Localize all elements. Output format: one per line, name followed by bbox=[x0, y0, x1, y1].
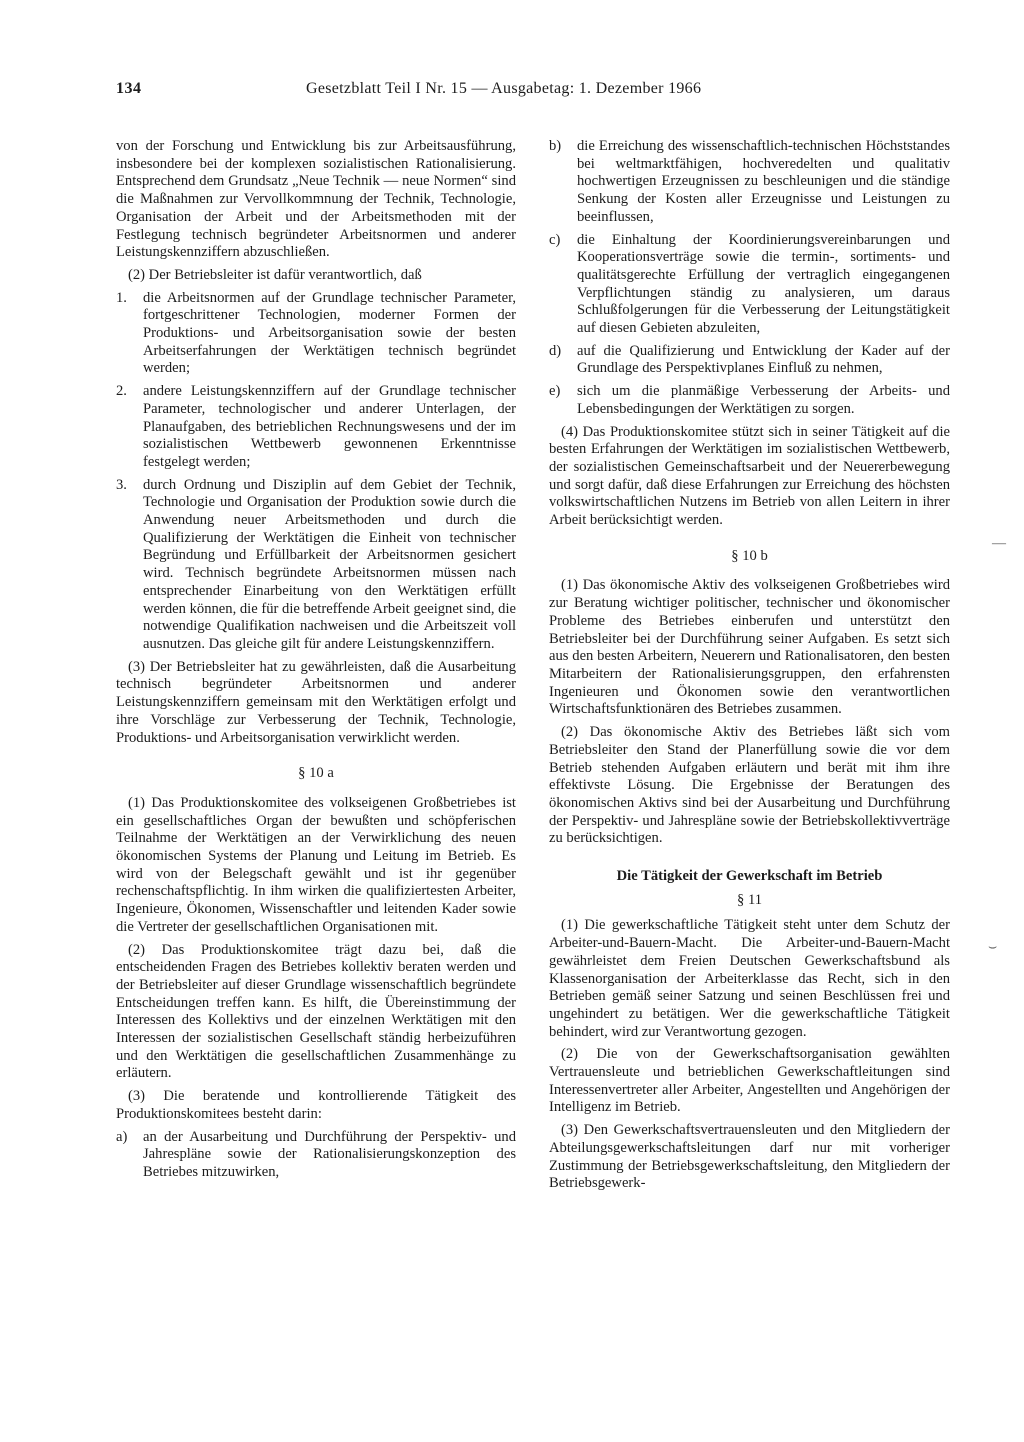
list-item-label: 3. bbox=[116, 476, 127, 493]
paragraph-2: (2) Der Betriebsleiter ist dafür verantwortlich, daß bbox=[128, 266, 422, 283]
paragraph-11-1: (1) Die gewerkschaftliche Tätigkeit steht unter dem Schutz der Arbeiter-und-Bauern-Macht. Die Arbeiter-und-Bauern-Macht gewährleistet dem Freien Deutschen Gewerkschaftsbund als Klassenorganisation der Arbeiterklasse das Recht, sich in den Betrieben gemäß seiner Satzung und seinen Beschlüssen frei und ungehindert zu betätigen. Wer die gewerkschaftliche Tätigkeit behindert, wird zur Verantwortung gezogen. bbox=[549, 917, 950, 1040]
chapter-heading: Die Tätigkeit der Gewerkschaft im Betrieb bbox=[616, 868, 883, 885]
list-item-text: die Arbeitsnormen auf der Grundlage technischer Parameter, fortgeschrittener Technologien, moderner Formen der Produktions- und Arbeitsorganisation sowie der besten Arbeitserfahrungen der Werktätigen technisch begründet werden; bbox=[143, 289, 516, 377]
paragraph-11-2: (2) Die von der Gewerkschaftsorganisation gewählten Vertrauensleute und betrieblichen Gewerkschaftleitungen sind Interessenvertreter aller Arbeiter, Angestellten und Angehörigen der Intelligenz im Betrieb. bbox=[549, 1046, 950, 1116]
list-item-text: die Erreichung des wissenschaftlich-technischen Höchststandes bei weltmarktfähigen, hochveredelten und qualitativ hochwertigen Erzeugnissen zu beschleunigen und die ständige Senkung der Kosten aller Erzeugnisse und Leistungen zu beeinflussen, bbox=[577, 138, 950, 225]
section-heading-10a: § 10 a bbox=[298, 765, 334, 782]
paragraph-10a-2: (2) Das Produktionskomitee trägt dazu bei, daß die entscheidenden Fragen des Betriebes kollektiv beraten werden und der Betriebsleiter auf dieser Grundlage wissenschaftlich begründete Entscheidungen treffen kann. Es hilft, die Übereinstimmung der Interessen des Kollektivs und der einzelnen Werktätigen mit den Interessen der sozialistischen Gesellschaft ständig herbeizuführen und den Werktätigen die gesellschaftlichen Zusammenhänge zu erläutern. bbox=[116, 941, 516, 1082]
page-number: 134 bbox=[116, 80, 142, 97]
list-item-label: c) bbox=[549, 231, 561, 248]
paragraph-intro: von der Forschung und Entwicklung bis zur Arbeitsausführung, insbesondere bei der komplexen sozialistischen Rationalisierung. Entsprechend dem Grundsatz „Neue Technik — neue Normen“ sind die Maßnahmen zur Vervollkommnung der Technik, Technologie, Organisation der Arbeit und der Arbeitsmethoden mit der Festlegung technisch begründeter Arbeitsnormen und anderer Leistungskennziffern abzuschließen. bbox=[116, 138, 516, 261]
margin-mark: — bbox=[992, 536, 1006, 551]
paragraph-10b-2: (2) Das ökonomische Aktiv des Betriebes läßt sich vom Betriebsleiter den Stand der Planerfüllung sowie die vor dem Betrieb stehenden Aufgaben erläutern und berät mit ihm ihre effektivste Lösung. Die Ergebnisse der Beratungen des ökonomischen Aktivs sind bei der Ausarbeitung und Durchführung der Perspektiv- und Jahrespläne sowie der Betriebskollektivverträge zu berücksichtigen. bbox=[549, 724, 950, 847]
list-item-text: sich um die planmäßige Verbesserung der Arbeits- und Lebensbedingungen der Werktätigen zu sorgen. bbox=[577, 383, 950, 417]
list-item-label: b) bbox=[549, 138, 562, 154]
paragraph-3: (3) Der Betriebsleiter hat zu gewährleisten, daß die Ausarbeitung technisch begründeter Arbeitsnormen und anderer Leistungskennziffern gemeinsam mit den Werktätigen erfolgt und ihre Vorschläge zur Verbesserung der Technik, Technologie, Produktions- und Arbeitsorganisation verwirklicht werden. bbox=[116, 658, 516, 746]
left-column bbox=[116, 138, 516, 1182]
list-item-label: a) bbox=[116, 1128, 128, 1145]
paragraph-10b-1: (1) Das ökonomische Aktiv des volkseigenen Großbetriebes wird zur Beratung wichtiger politischer, technischer und ökonomischer Probleme des Betriebes einberufen und unterstützt den Betriebsleiter bei der Durchführung seiner Aufgaben. Es setzt sich aus den besten Arbeitern, Neuerern und Rationalisatoren, den besten Mitarbeitern der Rationalisierungsgruppen, den erfahrensten Ingenieuren und Ökonomen sowie den verantwortlichen Wirtschaftsfunktionären des Betriebes zusammen. bbox=[549, 577, 950, 718]
list-item-text: die Einhaltung der Koordinierungsvereinbarungen und Kooperationsverträge sowie die termin-, sortiments- und qualitätsgerechte Erfüllung der vertraglich eingegangenen Verpflichtungen ständig zu analysieren, um daraus Schlußfolgerungen für die Verbesserung der Leitungstätigkeit auf diesen Gebieten abzuleiten, bbox=[577, 231, 950, 337]
right-column bbox=[549, 138, 950, 1193]
paragraph-10a-3: (3) Die beratende und kontrollierende Tätigkeit des Produktionskomitees besteht darin: bbox=[116, 1088, 516, 1122]
section-heading-10b: § 10 b bbox=[731, 547, 768, 564]
list-item-text: an der Ausarbeitung und Durchführung der Perspektiv- und Jahrespläne sowie der Rationalisierungskonzeption des Betriebes mitzuwirken, bbox=[143, 1128, 516, 1180]
margin-mark: ⌣ bbox=[988, 940, 998, 955]
paragraph-11-3: (3) Den Gewerkschaftsvertrauensleuten und den Mitgliedern der Abteilungsgewerkschaftsleitungen darf nur mit vorheriger Zustimmung der Betriebsgewerkschaftsleitung, den Mitgliedern der Betriebsgewerk- bbox=[549, 1122, 950, 1192]
list-item-a bbox=[116, 1129, 516, 1182]
list-item-b bbox=[549, 138, 950, 227]
paragraph-10a-1: (1) Das Produktionskomitee des volkseigenen Großbetriebes ist ein gesellschaftliches Organ der bewußten und schöpferischen Teilnahme der Werktätigen an der Verwirklichung des neuen ökonomischen Systems der Planung und Leitung im Betrieb. Es wird von der Belegschaft gewählt und ist ihr gegenüber rechenschaftspflichtig. In ihm wirken die qualifiziertesten Arbeiter, Ingenieure, Ökonomen, Wissenschaftler und leitenden Kader sowie die Vertreter der gesellschaftlichen Organisationen mit. bbox=[116, 794, 516, 935]
section-heading-11: § 11 bbox=[737, 891, 762, 908]
list-item-text: auf die Qualifizierung und Entwicklung der Kader auf der Grundlage des Perspektivplanes Einfluß zu nehmen, bbox=[577, 342, 950, 377]
list-item-d bbox=[549, 343, 950, 378]
list-item-text: durch Ordnung und Disziplin auf dem Gebiet der Technik, Technologie und Organisation der Produktion sowie durch die Anwendung neuer Arbeitsmethoden und durch die Qualifizierung der Werktätigen die Einheit von technischer Begründung und Erfüllbarkeit der Arbeitsnormen gesichert wird. Technisch begründete Arbeitsnormen müssen nach entsprechender Einarbeitung von den Werktätigen erfüllt werden können, die für die betreffende Arbeit geeignet sind, die notwendige Qualifikation nachweisen und die Arbeitszeit voll ausnutzen. Das gleiche gilt für andere Leistungskennziffern. bbox=[143, 476, 516, 652]
list-item-e bbox=[549, 383, 950, 418]
list-item-3 bbox=[116, 477, 516, 654]
list-item-label: d) bbox=[549, 342, 562, 359]
list-item-1 bbox=[116, 290, 516, 379]
list-item-label: 1. bbox=[116, 289, 127, 306]
list-item-label: e) bbox=[549, 383, 561, 400]
list-item-text: andere Leistungskennziffern auf der Grundlage technischer Parameter, technologischer und anderer Unterlagen, der Planaufgaben, des betrieblichen Rechnungswesens und der im sozialistischen Wettbewerb gewonnenen Erkenntnisse festgelegt werden; bbox=[143, 383, 516, 470]
gazette-header: Gesetzblatt Teil I Nr. 15 — Ausgabetag: 1. Dezember 1966 bbox=[306, 80, 702, 97]
list-item-2 bbox=[116, 383, 516, 472]
list-item-label: 2. bbox=[116, 383, 127, 400]
paragraph-4: (4) Das Produktionskomitee stützt sich in seiner Tätigkeit auf die besten Erfahrungen der Werktätigen im sozialistischen Wettbewerb, der sozialistischen Gemeinschaftsarbeit und der Neuererbewegung und sorgt dafür, daß diese Erfahrungen zur Erreichung des höchsten volkswirtschaftlichen Nutzens im Betrieb von allen Leitern in ihrer Arbeit berücksichtigt werden. bbox=[549, 423, 950, 529]
list-item-c bbox=[549, 232, 950, 338]
